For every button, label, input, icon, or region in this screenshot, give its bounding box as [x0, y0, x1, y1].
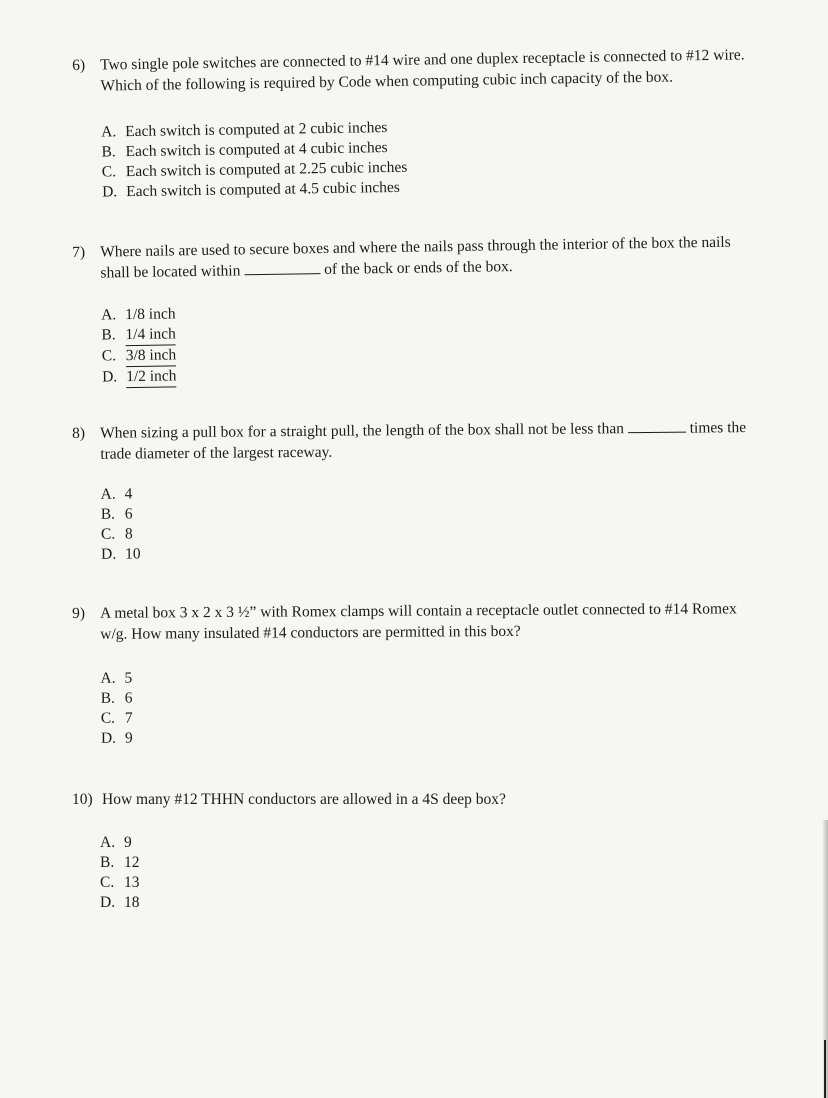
question-number: 8) — [72, 424, 86, 442]
question-text-line: w/g. How many insulated #14 conductors are permitted in this box? — [100, 622, 521, 643]
option-text: 4 — [124, 485, 133, 503]
question-text-line: trade diameter of the largest raceway. — [100, 443, 333, 463]
answer-options — [101, 479, 794, 565]
option-text: 5 — [124, 669, 133, 687]
option-text: Each switch is computed at 2 cubic inches — [125, 119, 388, 141]
option-text: 6 — [124, 689, 133, 707]
question-text-line: How many #12 THHN conductors are allowed in a 4S deep box? — [102, 791, 506, 808]
question-stem — [72, 598, 792, 645]
answer-options — [101, 295, 794, 389]
option-text: 7 — [124, 709, 133, 727]
question-text-fragment: When sizing a pull box for a straight pull, the length of the box shall not be less than — [100, 420, 625, 442]
option-letter: A. — [100, 669, 116, 687]
option-text: 8 — [124, 525, 133, 543]
question-number: 6) — [72, 56, 86, 74]
question-number: 10) — [72, 791, 93, 808]
option-text: 1/2 inch — [126, 366, 177, 388]
option-letter: D. — [101, 368, 118, 386]
option-letter: D. — [101, 545, 117, 563]
option-letter: A. — [100, 485, 116, 503]
question-number: 7) — [72, 243, 86, 261]
answer-options — [100, 664, 793, 749]
option-letter: B. — [100, 505, 116, 523]
option-text: 3/8 inch — [126, 345, 177, 367]
option-text: Each switch is computed at 4 cubic inches — [125, 139, 388, 161]
question-stem — [72, 44, 793, 97]
question-text-fragment: of the back or ends of the box. — [323, 258, 513, 279]
option-letter: A. — [101, 123, 117, 141]
option-text: 1/8 inch — [125, 305, 176, 324]
option-text: Each switch is computed at 4.5 cubic inches — [126, 178, 401, 201]
question-10 — [72, 789, 792, 929]
option-letter: D. — [102, 183, 118, 201]
option-letter: D. — [100, 894, 116, 911]
answer-options — [100, 833, 792, 913]
question-7 — [72, 231, 794, 405]
question-8 — [72, 417, 793, 581]
fill-in-blank — [244, 259, 320, 275]
question-9 — [72, 598, 793, 765]
option-d — [100, 893, 792, 913]
question-text-line: Which of the following is required by Code when computing cubic inch capacity of the box. — [100, 68, 674, 95]
option-letter: B. — [101, 326, 116, 344]
option-text: 1/4 inch — [125, 324, 176, 346]
question-stem — [72, 231, 793, 284]
question-text-line: Where nails are used to secure boxes and where the nails pass through the interior of the box the nails — [100, 233, 731, 261]
option-text: 12 — [124, 854, 140, 871]
option-c — [100, 873, 792, 893]
question-number: 9) — [72, 604, 86, 622]
question-text-line: A metal box 3 x 2 x 3 ½” with Romex clamps will contain a receptacle outlet connected to #14 Romex — [100, 600, 737, 622]
option-letter: B. — [101, 143, 116, 161]
question-text-fragment: shall be located within — [100, 262, 241, 282]
option-letter: C. — [100, 525, 116, 543]
page-edge-line — [824, 1040, 826, 1098]
option-text: 9 — [124, 834, 132, 851]
option-text: 18 — [124, 894, 140, 911]
option-letter: C. — [101, 163, 117, 181]
option-letter: A. — [100, 834, 116, 851]
option-b — [100, 853, 792, 873]
question-text-fragment: times the — [689, 419, 747, 437]
option-letter: C. — [100, 874, 115, 891]
option-letter: B. — [100, 854, 115, 871]
option-letter: A. — [101, 306, 117, 324]
question-6 — [72, 44, 794, 219]
option-letter: D. — [100, 729, 117, 747]
option-text: 9 — [124, 729, 133, 747]
option-text: 13 — [124, 874, 140, 891]
option-text: 10 — [125, 545, 141, 563]
option-letter: B. — [100, 689, 115, 707]
question-text-line: Two single pole switches are connected to #14 wire and one duplex receptacle is connected to #12 wire. — [100, 46, 745, 74]
fill-in-blank — [628, 418, 686, 434]
option-letter: C. — [100, 709, 116, 727]
option-text: 6 — [124, 505, 133, 523]
question-stem — [72, 789, 792, 810]
option-letter: C. — [101, 347, 117, 365]
option-a — [100, 833, 792, 853]
answer-options — [101, 112, 794, 203]
option-d — [101, 724, 793, 749]
question-stem — [72, 417, 792, 465]
option-text: Each switch is computed at 2.25 cubic inches — [125, 158, 408, 181]
